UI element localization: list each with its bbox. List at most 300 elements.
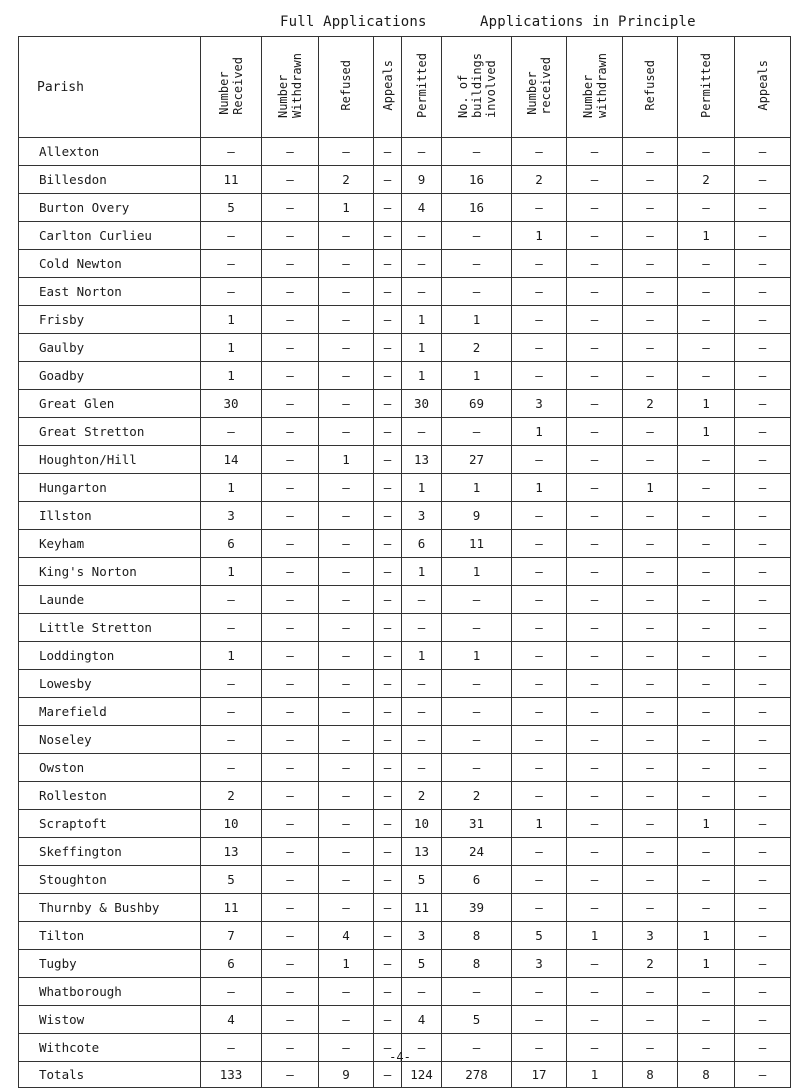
table-cell: –	[374, 726, 402, 754]
table-cell: –	[442, 978, 512, 1006]
parish-name: Skeffington	[19, 838, 201, 866]
table-cell: –	[678, 530, 735, 558]
parish-name: Stoughton	[19, 866, 201, 894]
table-cell: –	[402, 418, 442, 446]
table-cell: –	[402, 586, 442, 614]
table-cell: –	[262, 642, 319, 670]
table-cell: –	[442, 222, 512, 250]
table-cell: –	[735, 278, 791, 306]
table-cell: –	[201, 754, 262, 782]
table-cell: –	[567, 222, 623, 250]
table-cell: –	[201, 670, 262, 698]
table-cell: –	[567, 362, 623, 390]
column-header-label: Number withdrawn	[580, 52, 609, 119]
table-cell: –	[735, 418, 791, 446]
column-header	[374, 37, 402, 138]
table-cell: –	[567, 474, 623, 502]
table-cell: –	[567, 1006, 623, 1034]
table-cell: 3	[402, 502, 442, 530]
table-cell: 1	[201, 306, 262, 334]
table-cell: –	[374, 502, 402, 530]
column-header-label: Permitted	[699, 52, 713, 119]
table-row	[19, 642, 791, 670]
table-cell: 1	[678, 390, 735, 418]
table-cell: 124	[402, 1062, 442, 1088]
table-cell: –	[678, 362, 735, 390]
table-cell: –	[512, 754, 567, 782]
table-cell: –	[512, 642, 567, 670]
table-cell: –	[374, 138, 402, 166]
table-cell: –	[319, 530, 374, 558]
table-cell: 1	[319, 950, 374, 978]
table-cell: 10	[402, 810, 442, 838]
column-header-label: Permitted	[414, 52, 429, 119]
table-cell: –	[623, 222, 678, 250]
table-cell: –	[319, 334, 374, 362]
table-cell: –	[319, 1034, 374, 1062]
table-cell: –	[442, 418, 512, 446]
parish-name: Great Glen	[19, 390, 201, 418]
table-cell: –	[567, 866, 623, 894]
table-row	[19, 418, 791, 446]
parish-name: Houghton/Hill	[19, 446, 201, 474]
table-row	[19, 502, 791, 530]
column-header-label: Refused	[643, 60, 657, 111]
table-cell: –	[623, 782, 678, 810]
table-cell: –	[319, 838, 374, 866]
table-cell: –	[262, 502, 319, 530]
table-cell: –	[374, 894, 402, 922]
table-cell: –	[512, 334, 567, 362]
table-cell: –	[512, 978, 567, 1006]
table-cell: –	[402, 614, 442, 642]
table-cell: –	[374, 334, 402, 362]
table-cell: –	[374, 586, 402, 614]
table-cell: 1	[201, 474, 262, 502]
table-cell: –	[678, 782, 735, 810]
table-cell: –	[623, 194, 678, 222]
table-cell: –	[374, 1006, 402, 1034]
table-cell: –	[262, 418, 319, 446]
table-cell: –	[567, 334, 623, 362]
table-cell: –	[567, 950, 623, 978]
table-cell: 3	[201, 502, 262, 530]
table-cell: 2	[678, 166, 735, 194]
table-cell: 10	[201, 810, 262, 838]
table-cell: –	[512, 250, 567, 278]
table-cell: 1	[512, 418, 567, 446]
table-cell: –	[262, 1034, 319, 1062]
table-cell: 3	[512, 390, 567, 418]
table-cell: –	[623, 698, 678, 726]
table-cell: 1	[201, 558, 262, 586]
table-cell: –	[201, 138, 262, 166]
table-cell: –	[623, 586, 678, 614]
table-cell: –	[735, 866, 791, 894]
table-cell: –	[567, 642, 623, 670]
table-cell: 2	[442, 334, 512, 362]
parish-name: Gaulby	[19, 334, 201, 362]
table-cell: –	[374, 446, 402, 474]
table-cell: –	[319, 782, 374, 810]
table-cell: –	[201, 698, 262, 726]
table-cell: –	[678, 278, 735, 306]
table-cell: –	[374, 362, 402, 390]
table-cell: 7	[201, 922, 262, 950]
table-cell: –	[567, 810, 623, 838]
table-cell: –	[512, 446, 567, 474]
table-cell: 27	[442, 446, 512, 474]
table-cell: –	[442, 698, 512, 726]
column-header	[512, 37, 567, 138]
table-cell: –	[374, 474, 402, 502]
table-cell: 1	[678, 418, 735, 446]
table-cell: –	[262, 1062, 319, 1088]
table-cell: –	[623, 614, 678, 642]
table-cell: –	[567, 1034, 623, 1062]
table-cell: 17	[512, 1062, 567, 1088]
table-cell: –	[678, 670, 735, 698]
table-cell: 1	[442, 558, 512, 586]
table-row	[19, 362, 791, 390]
table-cell: 8	[623, 1062, 678, 1088]
table-cell: 1	[512, 810, 567, 838]
table-cell: –	[374, 306, 402, 334]
table-cell: –	[735, 558, 791, 586]
table-cell: –	[678, 726, 735, 754]
column-header	[678, 37, 735, 138]
parish-name: Billesdon	[19, 166, 201, 194]
table-cell: –	[678, 1034, 735, 1062]
table-cell: –	[735, 670, 791, 698]
table-cell: 13	[402, 446, 442, 474]
table-cell: 2	[623, 390, 678, 418]
table-cell: –	[262, 334, 319, 362]
table-cell: –	[262, 838, 319, 866]
table-cell: –	[374, 782, 402, 810]
table-cell: 6	[442, 866, 512, 894]
table-cell: –	[374, 978, 402, 1006]
table-cell: –	[442, 250, 512, 278]
table-cell: –	[402, 1034, 442, 1062]
table-cell: 1	[623, 474, 678, 502]
table-cell: –	[735, 586, 791, 614]
table-cell: –	[374, 866, 402, 894]
table-cell: –	[319, 362, 374, 390]
table-cell: –	[374, 222, 402, 250]
table-cell: 1	[402, 334, 442, 362]
table-cell: –	[735, 1034, 791, 1062]
table-cell: –	[735, 754, 791, 782]
table-cell: –	[442, 586, 512, 614]
table-cell: –	[374, 922, 402, 950]
table-cell: –	[567, 194, 623, 222]
table-cell: –	[678, 1006, 735, 1034]
table-row	[19, 222, 791, 250]
table-cell: –	[374, 278, 402, 306]
table-row	[19, 922, 791, 950]
table-cell: 2	[402, 782, 442, 810]
table-cell: –	[442, 1034, 512, 1062]
table-cell: –	[623, 250, 678, 278]
table-row	[19, 446, 791, 474]
table-cell: –	[201, 278, 262, 306]
table-cell: –	[567, 166, 623, 194]
table-cell: 4	[319, 922, 374, 950]
parish-name: Goadby	[19, 362, 201, 390]
table-cell: –	[319, 474, 374, 502]
parish-name: Scraptoft	[19, 810, 201, 838]
table-cell: –	[319, 250, 374, 278]
table-cell: –	[623, 278, 678, 306]
table-cell: –	[623, 306, 678, 334]
table-cell: –	[262, 362, 319, 390]
table-row	[19, 978, 791, 1006]
parish-name: Noseley	[19, 726, 201, 754]
table-cell: –	[402, 726, 442, 754]
table-cell: –	[402, 278, 442, 306]
table-cell: –	[735, 194, 791, 222]
table-cell: 1	[678, 222, 735, 250]
table-cell: –	[567, 138, 623, 166]
table-cell: –	[319, 1006, 374, 1034]
table-cell: 1	[442, 642, 512, 670]
table-cell: –	[319, 754, 374, 782]
table-cell: –	[374, 950, 402, 978]
table-cell: 3	[402, 922, 442, 950]
table-cell: 13	[201, 838, 262, 866]
table-cell: –	[512, 502, 567, 530]
table-cell: –	[567, 670, 623, 698]
parish-name: Loddington	[19, 642, 201, 670]
table-cell: –	[735, 642, 791, 670]
table-cell: –	[567, 390, 623, 418]
column-header	[442, 37, 512, 138]
table-cell: 1	[402, 558, 442, 586]
table-cell: 2	[623, 950, 678, 978]
table-row	[19, 810, 791, 838]
table-cell: 6	[201, 950, 262, 978]
table-cell: –	[623, 446, 678, 474]
table-cell: –	[319, 502, 374, 530]
table-cell: –	[319, 866, 374, 894]
column-header-label: Number received	[525, 56, 553, 115]
table-cell: –	[442, 754, 512, 782]
table-cell: –	[623, 502, 678, 530]
table-cell: –	[201, 222, 262, 250]
table-cell: –	[262, 390, 319, 418]
table-cell: –	[623, 362, 678, 390]
table-cell: –	[735, 138, 791, 166]
table-cell: 8	[442, 950, 512, 978]
table-cell: –	[262, 754, 319, 782]
table-cell: –	[374, 838, 402, 866]
column-header	[567, 37, 623, 138]
parish-name: Carlton Curlieu	[19, 222, 201, 250]
table-row	[19, 894, 791, 922]
table-cell: 2	[442, 782, 512, 810]
table-cell: –	[374, 810, 402, 838]
table-cell: –	[374, 194, 402, 222]
table-cell: –	[735, 250, 791, 278]
table-cell: –	[262, 530, 319, 558]
table-cell: 24	[442, 838, 512, 866]
table-row	[19, 782, 791, 810]
table-row	[19, 194, 791, 222]
parish-name: Launde	[19, 586, 201, 614]
table-cell: –	[319, 586, 374, 614]
table-cell: 5	[201, 194, 262, 222]
table-cell: –	[678, 474, 735, 502]
parish-name: Tugby	[19, 950, 201, 978]
table-cell: –	[623, 558, 678, 586]
table-cell: –	[374, 250, 402, 278]
column-header	[201, 37, 262, 138]
table-cell: –	[262, 698, 319, 726]
table-cell: 9	[402, 166, 442, 194]
table-cell: –	[262, 614, 319, 642]
table-cell: –	[512, 194, 567, 222]
parish-name: Thurnby & Bushby	[19, 894, 201, 922]
table-row	[19, 306, 791, 334]
table-cell: –	[567, 586, 623, 614]
table-cell: –	[319, 698, 374, 726]
table-cell: –	[374, 418, 402, 446]
parish-name: Withcote	[19, 1034, 201, 1062]
table-row	[19, 334, 791, 362]
column-header-label: Number Received	[217, 56, 245, 115]
table-cell: –	[319, 558, 374, 586]
table-cell: –	[319, 810, 374, 838]
table-cell: –	[319, 306, 374, 334]
table-cell: –	[201, 586, 262, 614]
table-cell: –	[262, 306, 319, 334]
table-cell: –	[567, 698, 623, 726]
table-cell: –	[512, 698, 567, 726]
table-cell: –	[735, 166, 791, 194]
table-row	[19, 166, 791, 194]
table-cell: –	[512, 670, 567, 698]
table-cell: –	[319, 418, 374, 446]
table-row	[19, 726, 791, 754]
table-cell: –	[623, 866, 678, 894]
table-cell: –	[567, 782, 623, 810]
table-cell: –	[735, 1006, 791, 1034]
table-row	[19, 866, 791, 894]
table-cell: 1	[319, 194, 374, 222]
table-cell: 1	[567, 1062, 623, 1088]
column-header	[623, 37, 678, 138]
table-cell: –	[623, 838, 678, 866]
table-cell: –	[442, 670, 512, 698]
table-cell: –	[735, 390, 791, 418]
table-row	[19, 250, 791, 278]
table-cell: –	[678, 446, 735, 474]
column-header-label: Refused	[339, 60, 353, 111]
table-cell: –	[262, 950, 319, 978]
parish-name: Cold Newton	[19, 250, 201, 278]
parish-name: Allexton	[19, 138, 201, 166]
table-cell: 2	[512, 166, 567, 194]
table-row	[19, 838, 791, 866]
table-row	[19, 474, 791, 502]
totals-label: Totals	[19, 1062, 201, 1088]
table-cell: –	[402, 978, 442, 1006]
parish-name: Owston	[19, 754, 201, 782]
parish-name: Frisby	[19, 306, 201, 334]
table-cell: –	[735, 446, 791, 474]
table-cell: 1	[402, 306, 442, 334]
parish-name: Keyham	[19, 530, 201, 558]
table-cell: –	[201, 726, 262, 754]
table-cell: –	[262, 194, 319, 222]
table-cell: –	[735, 726, 791, 754]
table-cell: –	[735, 222, 791, 250]
column-header	[319, 37, 374, 138]
table-cell: –	[567, 754, 623, 782]
table-cell: –	[402, 222, 442, 250]
table-cell: –	[735, 978, 791, 1006]
table-cell: –	[262, 558, 319, 586]
table-cell: –	[201, 978, 262, 1006]
table-cell: 1	[201, 642, 262, 670]
table-cell: –	[319, 670, 374, 698]
table-cell: –	[735, 894, 791, 922]
table-cell: –	[512, 362, 567, 390]
table-cell: 1	[512, 222, 567, 250]
table-cell: –	[735, 950, 791, 978]
table-cell: –	[512, 782, 567, 810]
table-cell: 8	[442, 922, 512, 950]
table-cell: –	[512, 558, 567, 586]
table-cell: –	[623, 1034, 678, 1062]
table-cell: –	[262, 782, 319, 810]
table-cell: 1	[442, 474, 512, 502]
table-cell: –	[402, 138, 442, 166]
table-cell: 5	[402, 950, 442, 978]
table-cell: –	[374, 614, 402, 642]
table-cell: –	[319, 278, 374, 306]
table-cell: –	[678, 978, 735, 1006]
table-cell: –	[262, 250, 319, 278]
column-header	[402, 37, 442, 138]
table-cell: 69	[442, 390, 512, 418]
table-cell: –	[678, 586, 735, 614]
column-header-label: Appeals	[380, 60, 395, 111]
table-cell: 9	[319, 1062, 374, 1088]
table-cell: –	[623, 530, 678, 558]
applications-table	[18, 36, 791, 1088]
table-cell: 278	[442, 1062, 512, 1088]
table-cell: –	[374, 754, 402, 782]
table-cell: –	[262, 670, 319, 698]
table-cell: –	[678, 558, 735, 586]
table-cell: –	[735, 838, 791, 866]
table-row	[19, 754, 791, 782]
table-cell: –	[201, 614, 262, 642]
page-number: -4-	[389, 1050, 411, 1064]
parish-name: King's Norton	[19, 558, 201, 586]
table-cell: –	[678, 138, 735, 166]
table-cell: –	[567, 418, 623, 446]
table-cell: –	[319, 138, 374, 166]
table-cell: 30	[402, 390, 442, 418]
table-cell: –	[262, 586, 319, 614]
table-cell: –	[512, 726, 567, 754]
table-cell: 6	[402, 530, 442, 558]
table-cell: 1	[512, 474, 567, 502]
table-row	[19, 390, 791, 418]
